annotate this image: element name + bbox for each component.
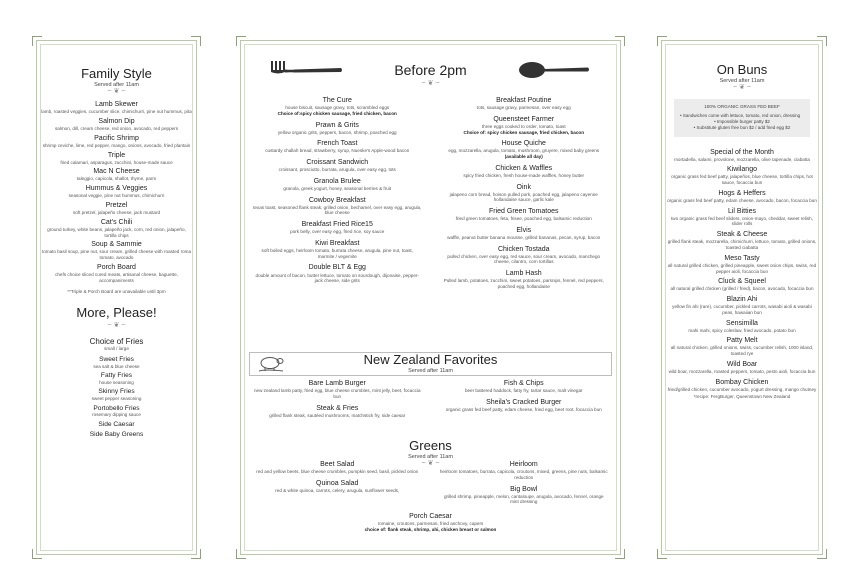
ornament-icon: ~ ❦ ~	[107, 321, 126, 329]
list-item: Side Caesar	[98, 420, 135, 428]
ornament-icon: ~ ❦ ~	[421, 80, 440, 87]
list-item: Chicken Tostada pulled chicken, over easy egg, red sauce, sour cream, avocado, manchego cheese, cilantro, corn tortillas	[447, 245, 601, 265]
list-item: Kiwi Breakfast soft boiled eggs, heirloom tomato, burrata cheese, arugula, pine nut, toast, marmite / vegemite	[261, 239, 413, 259]
nz-favorites-header	[249, 352, 612, 376]
list-item: Pacific Shrimp shrimp ceviche, lime, red pepper, mango, onions, avocado, fried plantain	[42, 134, 191, 148]
list-item: Elvis waffle, peanut butter banana mousse, grilled bananas, pecan, syrup, bacon	[447, 226, 601, 240]
list-item: Steak & Fries grilled flank steak, sautéed mushrooms, matchstick fry, side caesar	[269, 404, 406, 418]
list-item: Sheila's Cracked Burger organic grass fed beef patty, edam cheese, fried egg, beet root, focaccia bun	[445, 398, 602, 412]
list-item: Fatty Fries house seasoning	[99, 372, 134, 385]
list-item: Meso Tasty all natural grilled chicken, grilled pineapple, sweet onion chips, swiss, red pepper aioli, focaccia bun	[667, 254, 817, 274]
greens-subtitle: Served after 11am	[408, 454, 453, 461]
list-item: Granola Brulee granola, greek yogurt, honey, seasonal berries & fruit	[283, 177, 392, 191]
list-item: Double BLT & Egg double amount of bacon, butter lettuce, tomato on sourdough, dijonaise, pepper-jack cheese, side grits	[255, 264, 419, 284]
greens-left-column	[249, 461, 426, 510]
beef-info-title: 100% ORGANIC GRASS FED BEEF	[704, 104, 780, 110]
list-item: Porch Caesar romaine, croutons, parmesan, fried anchovy, capers choice of: flank steak, shrimp, ahi, chicken breast or salmon	[364, 513, 497, 532]
list-item: Fish & Chips beer battered haddock, fatty fry, tartar sauce, malt vinegar	[464, 380, 583, 394]
greens-title: Greens	[409, 438, 452, 453]
list-item: The Cure house biscuit, sausage gravy, tots, scrambled eggs Choice of:spicy chicken sausage, fried chicken, bacon	[277, 97, 397, 116]
list-item: Bombay Chicken fried/grilled chicken, cucumber avocado, yogurt dressing, mango chutney	[667, 378, 817, 392]
list-item: Fried Green Tomatoes fried green tomatoes, feta, frisee, poached egg, balsamic reduction	[455, 208, 592, 222]
list-item: Soup & Sammie tomato basil soup, pine nut, sour cream, grilled cheese with roasted roma tomato, avocado	[41, 241, 192, 261]
beef-info-line: • Substitute gluten free bun $2 / add fried egg $2	[693, 125, 791, 131]
on-buns-list	[662, 149, 822, 401]
list-item: Quinoa Salad red & white quinoa, carrots, celery, arugula, sunflower seeds,	[275, 479, 400, 493]
list-item: Lamb Hash Pulled lamb, potatoes, zucchini, sweet potatoes, parsnips, fennel, red peppers, poached egg, hollandaise	[443, 270, 604, 289]
sides-list	[37, 337, 196, 439]
list-item: Queensteet Farmer three eggs cooked to order, tomato, toast Choice of: spicy chicken sausage, fried chicken, bacon	[463, 115, 584, 135]
beef-info-line: • Impossible burger patty $2	[714, 119, 770, 125]
list-item: Blazin Ahi yellow fin ahi (rare), cucumber, pickled carrots, wasabi aioli & wasabi peas, hawaiian bun	[672, 296, 812, 315]
nz-left-column	[249, 380, 426, 423]
list-item: Breakfast Poutine tots, sausage gravy, parmesan, over easy egg	[476, 97, 571, 111]
list-item: Lil Bitties two organic grass fed beef sliders, onion-mayo, cheddar, sweet relish, slider rolls	[671, 207, 813, 227]
list-item: Prawn & Grits yellow organic grits, peppers, bacon, shrimp, poached egg	[277, 121, 397, 135]
list-item: House Quiche egg, mozzarella, arugula, tomato, mushroom, gruyere, mixed baby greens (available all day)	[448, 140, 600, 160]
greens-columns	[249, 461, 612, 510]
list-item: Sensimilla mahi mahi, spicy coleslaw, fried avocado, potato bun	[688, 319, 796, 333]
list-item: Skinny Fries sweet pepper seasoning	[91, 388, 142, 402]
ornament-icon: ~ ❦ ~	[107, 88, 126, 96]
on-buns-panel	[661, 40, 823, 555]
recipe-footnote: *recipe: FergBurger, Queenstown New Zealand	[693, 394, 791, 400]
list-item: Kiwilango organic grass fed beef patty, jalapeños, blue cheese, tortilla chips, hot sauce, focaccia bun	[671, 166, 813, 186]
list-item: Cat's Chili ground turkey, white beans, jalapeño jack, corn, red onion, jalapeño, tortilla chips	[47, 218, 186, 238]
list-item: Salmon Dip salmon, dill, cream cheese, red onion, avocado, red peppers	[54, 118, 179, 132]
list-item: Hogs & Heffers organic grass fed beef patty, edam cheese, avocado, bacon, focaccia bun	[667, 189, 817, 203]
list-item: French Toast custardy challah bread, strawberry, syrup, Nueske's Apple-wood bacon	[265, 140, 410, 154]
ornament-icon: ~ ❦ ~	[421, 460, 440, 468]
list-item: Cluck & Squeel all natural grilled chicken (grilled / fried), bacon, avocado, focaccia bun	[670, 278, 814, 292]
list-item: Breakfast Fried Rice15 pork belly, over easy egg, fried rice, soy sauce	[290, 221, 385, 235]
more-please-title: More, Please!	[76, 305, 157, 321]
family-style-list	[37, 101, 196, 294]
before-2pm-left-column	[249, 97, 426, 295]
beef-info-box	[674, 99, 810, 136]
list-item: Lamb Skewer lamb, roasted veggies, cucumber slice, chimichurri, pine nut hummus, pita	[41, 101, 192, 115]
on-buns-title: On Buns	[716, 62, 768, 77]
list-item: Special of the Month mortadella, salami, provolone, mozzarella, olive tapenade, ciabatta	[674, 148, 810, 162]
list-item: Big Bowl grilled shrimp, pineapple, melon, cantaloupe, arugula, avocado, fennel, orange mint dressing	[443, 485, 604, 505]
ornament-icon: ~ ❦ ~	[733, 84, 751, 92]
availability-note: **Triple & Porch Board are unavailable until 3pm	[67, 289, 166, 295]
list-item: Sweet Fries sea salt & blue cheese	[93, 356, 140, 369]
list-item: Choice of Fries small / large	[89, 336, 144, 351]
list-item: Portobello Fries rosemary dipping sauce	[92, 404, 141, 418]
nz-favorites-title: New Zealand Favorites	[363, 352, 498, 367]
before-2pm-columns	[249, 97, 612, 295]
before-2pm-right-column	[436, 97, 613, 295]
list-item: Side Baby Greens	[89, 431, 144, 439]
list-item: Patty Melt all natural chicken, grilled onions, swiss, cucumber relish, 1000 island, toasted rye	[670, 337, 814, 357]
family-style-title: Family Style	[81, 66, 152, 81]
list-item: Porch Board chefs choice sliced cured meats, artisanal cheese, baguette, accompaniments	[55, 263, 178, 283]
list-item: Heirloom heirloom tomatoes, burrata, capicola, croutons, mixed, greens, pine nuts, balsamic reduction	[439, 461, 608, 480]
list-item: Steak & Cheese grilled flank steak, mozzarella, chimichurri, lettuce, tomato, grilled onions, toasted ciabatta	[667, 231, 817, 250]
list-item: Beet Salad red and yellow beets, blue cheese crumbles, pumpkin seed, basil, pickled onion	[256, 461, 419, 475]
list-item: Bare Lamb Burger new zealand lamb patty, fried egg, blue cheese crumbles, mint jelly, beet, focaccia bun	[253, 380, 421, 399]
list-item: Oink jalapeno corn bread, hoison pulled pork, poached egg, jalapeno cayenne hollandaise sauce, garlic kale	[449, 183, 598, 203]
list-item: Pretzel soft pretzel, jalapeño cheese, jack mustard	[72, 201, 161, 216]
on-buns-subtitle: Served after 11am	[719, 78, 765, 85]
family-style-subtitle: Served after 11am	[94, 82, 139, 89]
before-2pm-title: Before 2pm	[394, 62, 467, 78]
breakfast-panel	[240, 40, 621, 555]
list-item: Hummus & Veggies seasonal veggie, pine nut hummus, chimichurri	[68, 185, 165, 199]
list-item: Triple fried calamari, asparagus, zucchini, house-made sauce	[60, 151, 173, 165]
greens-right-column	[436, 461, 613, 510]
nz-right-column	[436, 380, 613, 423]
nz-favorites-subtitle: Served after 11am	[408, 368, 453, 375]
list-item: Cowboy Breakfast texas toast, seasoned flank steak, grilled onion, bechamel, over easy egg, arugula, blue cheese	[253, 196, 422, 216]
list-item: Chicken & Waffles spicy fried chicken, fresh house-made waffles, honey butter	[463, 164, 585, 178]
nz-favorites-columns	[249, 380, 612, 423]
beef-info-line: • Sandwiches come with lettuce, tomato, red onion, dressing	[680, 112, 801, 118]
list-item: Wild Boar wild boar, mozzarella, roasted peppers, tomato, pesto aioli, focaccia bun	[668, 360, 816, 374]
list-item: Mac N Cheese taleggio, capicola, shallot, thyme, parm	[76, 168, 157, 182]
list-item: Croissant Sandwich croissant, prosciutto, burrata, arugula, over easy egg, tots	[278, 159, 396, 173]
family-style-panel	[36, 40, 197, 555]
